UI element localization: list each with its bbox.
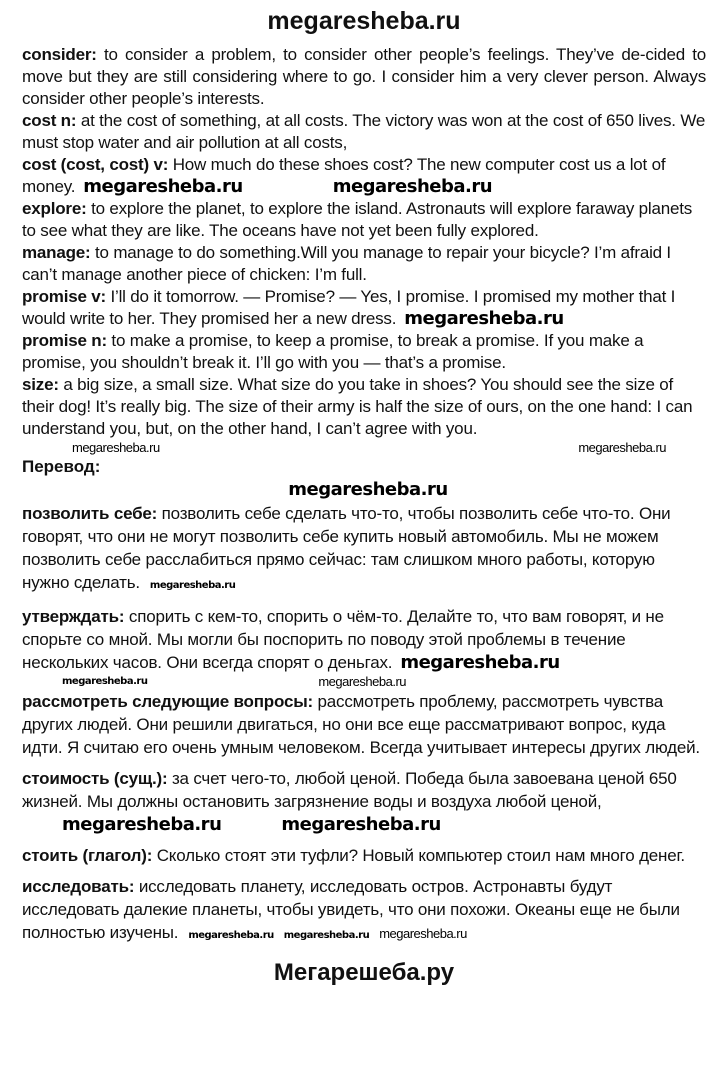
- entry-term: promise v:: [22, 287, 106, 306]
- entry-term: explore:: [22, 199, 87, 218]
- watermark: megaresheba.ru: [379, 926, 467, 941]
- entry-size: [22, 374, 706, 440]
- entry-cost-n: [22, 110, 706, 154]
- entry-text: исследовать планету, исследовать остров. Астронавты будут исследовать далекие планеты, чтобы увидеть, что они похожи. Океаны еще не были полностью изучены.: [22, 877, 680, 942]
- entry-stoimost: [22, 767, 706, 836]
- watermark-row: [22, 478, 706, 502]
- entry-stoit: [22, 844, 706, 867]
- entry-term: cost (cost, cost) v:: [22, 155, 169, 174]
- watermark: megaresheba.ru: [281, 814, 441, 835]
- entry-text: I’ll do it tomorrow. — Promise? — Yes, I promise. I promised my mother that I would write to her. They promised her a new dress.: [22, 287, 676, 328]
- site-footer-title: Мегарешеба.ру: [273, 959, 455, 986]
- entry-term: consider:: [22, 45, 97, 64]
- entry-text: at the cost of something, at all costs. The victory was won at the cost of 650 lives. We must stop water and air pollution at all costs,: [22, 111, 706, 152]
- entry-text: за счет чего-то, любой ценой. Победа была завоевана ценой 650 жизней. Мы должны остановить загрязнение воды и воздуха любой ценой,: [22, 769, 677, 811]
- entry-term: стоить (глагол):: [22, 846, 153, 865]
- watermark: megaresheba.ru: [149, 580, 236, 591]
- entry-text: How much do these shoes cost? The new computer cost us a lot of money.: [22, 155, 666, 196]
- entry-explore: [22, 198, 706, 242]
- watermark: megaresheba.ru: [83, 176, 243, 197]
- entry-term: manage:: [22, 243, 91, 262]
- entry-consider: [22, 44, 706, 110]
- watermark: megaresheba.ru: [404, 308, 564, 329]
- entry-term: promise n:: [22, 331, 107, 350]
- entry-text: a big size, a small size. What size do you take in shoes? You should see the size of their dog! It’s really big. The size of their army is half the size of ours, on the one hand: I can understand you, but, on the other hand, I can’t agree with you.: [22, 375, 693, 438]
- entry-term: рассмотреть следующие вопросы:: [22, 692, 313, 711]
- entry-promise-v: [22, 286, 706, 330]
- entry-rassmotret: [22, 690, 706, 759]
- entry-cost-v: [22, 154, 706, 198]
- entry-text: рассмотреть проблему, рассмотреть чувства других людей. Они решили двигаться, но они все еще рассматривают вопрос, куда идти. Я считаю его очень умным человеком. Всегда учитывает интересы других людей.: [22, 692, 700, 757]
- entry-text: позволить себе сделать что-то, чтобы позволить себе что-то. Они говорят, что они не могут позволить себе купить новый автомобиль. Мы не можем позволить себе расслабиться прямо сейчас: там слишком много работы, которую нужно сделать.: [22, 504, 671, 592]
- entry-term: cost n:: [22, 111, 77, 130]
- entry-text: to explore the planet, to explore the island. Astronauts will explore faraway planets to see what they are like. The oceans have not yet been fully explored.: [22, 199, 693, 240]
- watermark-row: [22, 440, 706, 456]
- entry-text: спорить с кем-то, спорить о чём-то. Делайте то, что вам говорят, и не спорьте со мной. Мы могли бы поспорить по поводу этой проблемы в течение нескольких часов. Они всегда спорят о деньгах.: [22, 607, 664, 672]
- entry-manage: [22, 242, 706, 286]
- entry-term: исследовать:: [22, 877, 135, 896]
- watermark: megaresheba.ru: [288, 479, 448, 500]
- entry-term: стоимость (сущ.):: [22, 769, 168, 788]
- entry-text: to manage to do something.Will you manage to repair your bicycle? I’m afraid I can’t manage another piece of chicken: I’m full.: [22, 243, 671, 284]
- entry-promise-n: [22, 330, 706, 374]
- watermark: megaresheba.ru: [62, 814, 222, 835]
- entry-term: size:: [22, 375, 59, 394]
- entry-term: утверждать:: [22, 607, 125, 626]
- entry-text: to make a promise, to keep a promise, to break a promise. If you make a promise, you shouldn’t break it. I’ll go with you — that’s a promise.: [22, 331, 644, 372]
- entry-text: Сколько стоят эти туфли? Новый компьютер стоил нам много денег.: [152, 846, 685, 865]
- watermark: megaresheba.ru: [62, 676, 148, 687]
- watermark: megaresheba.ru: [332, 176, 493, 197]
- watermark: megaresheba.ru: [400, 652, 560, 673]
- watermark: megaresheba.ru: [283, 930, 370, 941]
- entry-issledovat: [22, 875, 706, 947]
- watermark: megaresheba.ru: [72, 440, 160, 455]
- watermark: megaresheba.ru: [318, 674, 406, 689]
- watermark: megaresheba.ru: [188, 930, 274, 941]
- entry-term: позволить себе:: [22, 504, 158, 523]
- entry-text: to consider a problem, to consider other people’s feelings. They’ve de-cided to move but they are still considering where to go. I consider him a very clever person. Always consider other people’s interests.: [22, 45, 706, 108]
- translation-heading: Перевод:: [22, 457, 101, 476]
- entry-utverzhdat: [22, 605, 706, 674]
- watermark-row: [22, 674, 706, 690]
- site-title: megaresheba.ru: [267, 7, 461, 35]
- watermark: megaresheba.ru: [578, 440, 666, 455]
- entry-pozvolit: [22, 502, 706, 597]
